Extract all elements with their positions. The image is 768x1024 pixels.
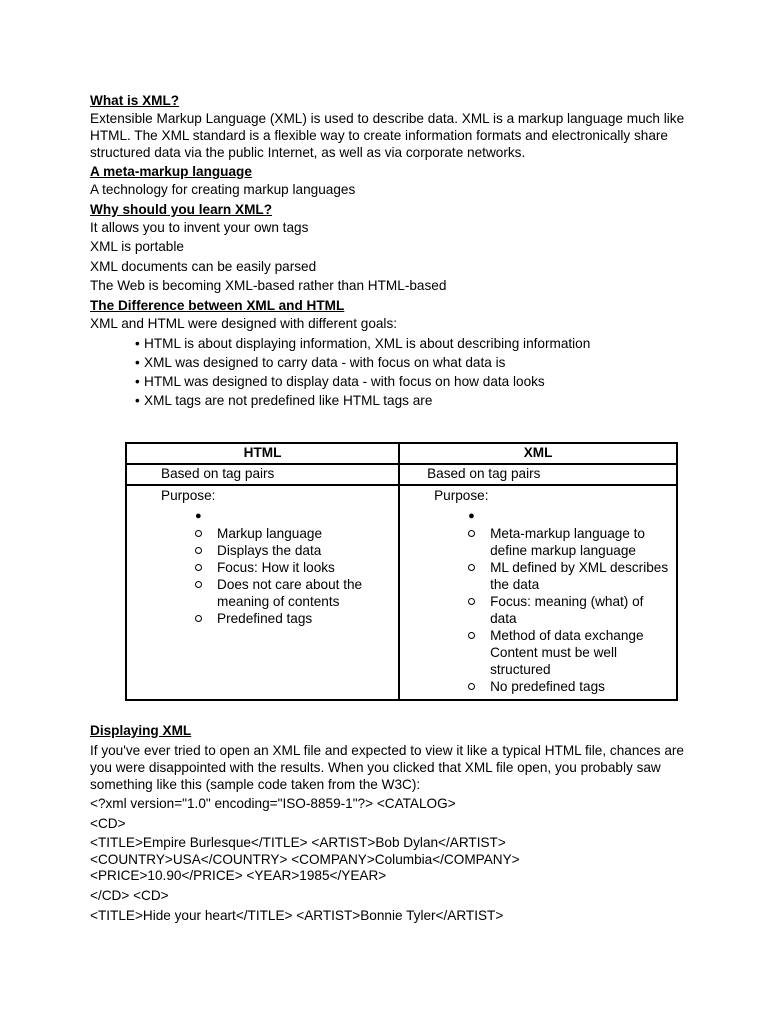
html-purpose-list [127,525,398,627]
list-item: • XML tags are not predefined like HTML tags are [135,393,433,409]
document-body [90,92,690,411]
paragraph-meta-markup: A technology for creating markup languages [90,182,356,197]
difference-bullet-list [90,335,690,410]
bullet-icon: • [135,373,140,389]
circle-bullet-icon [468,564,475,571]
code-line: </CD> <CD> [90,887,169,903]
why-learn-line: XML is portable [90,239,184,255]
why-learn-line: The Web is becoming XML-based rather than HTML-based [90,278,447,294]
heading-meta-markup: A meta-markup language [90,164,252,179]
cell-xml-basis: Based on tag pairs [399,464,677,485]
purpose-label: Purpose: [161,488,216,503]
list-item: Markup language [195,525,398,542]
cell-html-purpose [126,485,399,700]
list-item: Displays the data [195,542,398,559]
xml-purpose-list [400,525,676,695]
code-line: <TITLE>Empire Burlesque</TITLE> <ARTIST>Bob Dylan</ARTIST> [90,835,506,851]
purpose-label: Purpose: [434,488,489,503]
cell-xml-purpose [399,485,677,700]
code-line: <CD> [90,815,126,831]
table-row [126,485,677,700]
list-item: Meta-markup language to define markup language [468,525,670,559]
list-item: Focus: meaning (what) of data [468,593,660,627]
list-item: Predefined tags [195,610,398,627]
circle-bullet-icon [195,581,202,588]
list-item: Focus: How it looks [195,559,398,576]
heading-what-is-xml: What is XML? [90,93,180,108]
heading-difference: The Difference between XML and HTML [90,297,345,313]
circle-bullet-icon [468,530,475,537]
bullet-icon: • [135,393,140,409]
table-header-row [126,443,677,464]
comparison-table [125,442,678,701]
code-line: <TITLE>Hide your heart</TITLE> <ARTIST>Bonnie Tyler</ARTIST> [90,907,504,923]
code-line: <PRICE>10.90</PRICE> <YEAR>1985</YEAR> [90,868,387,884]
paragraph-what-is-xml: Extensible Markup Language (XML) is used to describe data. XML is a markup language much like HTML. The XML standard is a flexible way to create information formats and electronically share structured data via the public Internet, as well as via corporate networks. [90,111,685,160]
list-item: • XML was designed to carry data - with focus on what data is [135,354,506,370]
why-learn-line: XML documents can be easily parsed [90,258,317,274]
code-line: <COUNTRY>USA</COUNTRY> <COMPANY>Columbia</COMPANY> [90,851,520,867]
circle-bullet-icon [468,598,475,605]
bullet-icon: ● [195,510,202,522]
paragraph-displaying-xml: If you've ever tried to open an XML file and expected to view it like a typical HTML file, chances are you were disappointed with the results. When you clicked that XML file open, you probably saw something like this (sample code taken from the W3C): [90,743,684,792]
table-row [126,464,677,485]
circle-bullet-icon [468,683,475,690]
bullet-icon: • [135,335,140,351]
code-line: <?xml version="1.0" encoding="ISO-8859-1"?> <CATALOG> [90,796,456,811]
circle-bullet-icon [195,564,202,571]
circle-bullet-icon [195,615,202,622]
circle-bullet-icon [468,632,475,639]
bullet-icon: ● [468,510,475,522]
column-header-html: HTML [126,443,399,464]
column-header-xml: XML [399,443,677,464]
heading-displaying-xml: Displaying XML [90,723,192,738]
cell-html-basis: Based on tag pairs [126,464,399,485]
why-learn-line: It allows you to invent your own tags [90,219,309,235]
list-item: • HTML is about displaying information, XML is about describing information [135,335,591,351]
displaying-xml-section [90,722,690,924]
list-item: • HTML was designed to display data - with focus on how data looks [135,373,545,389]
list-item: No predefined tags [468,678,676,695]
list-item: Method of data exchange Content must be well structured [468,627,660,678]
circle-bullet-icon [195,530,202,537]
difference-intro: XML and HTML were designed with different goals: [90,315,398,331]
list-item: ML defined by XML describes the data [468,559,675,593]
list-item: Does not care about the meaning of contents [195,576,377,610]
circle-bullet-icon [195,547,202,554]
heading-why-learn: Why should you learn XML? [90,201,273,217]
bullet-icon: • [135,354,140,370]
